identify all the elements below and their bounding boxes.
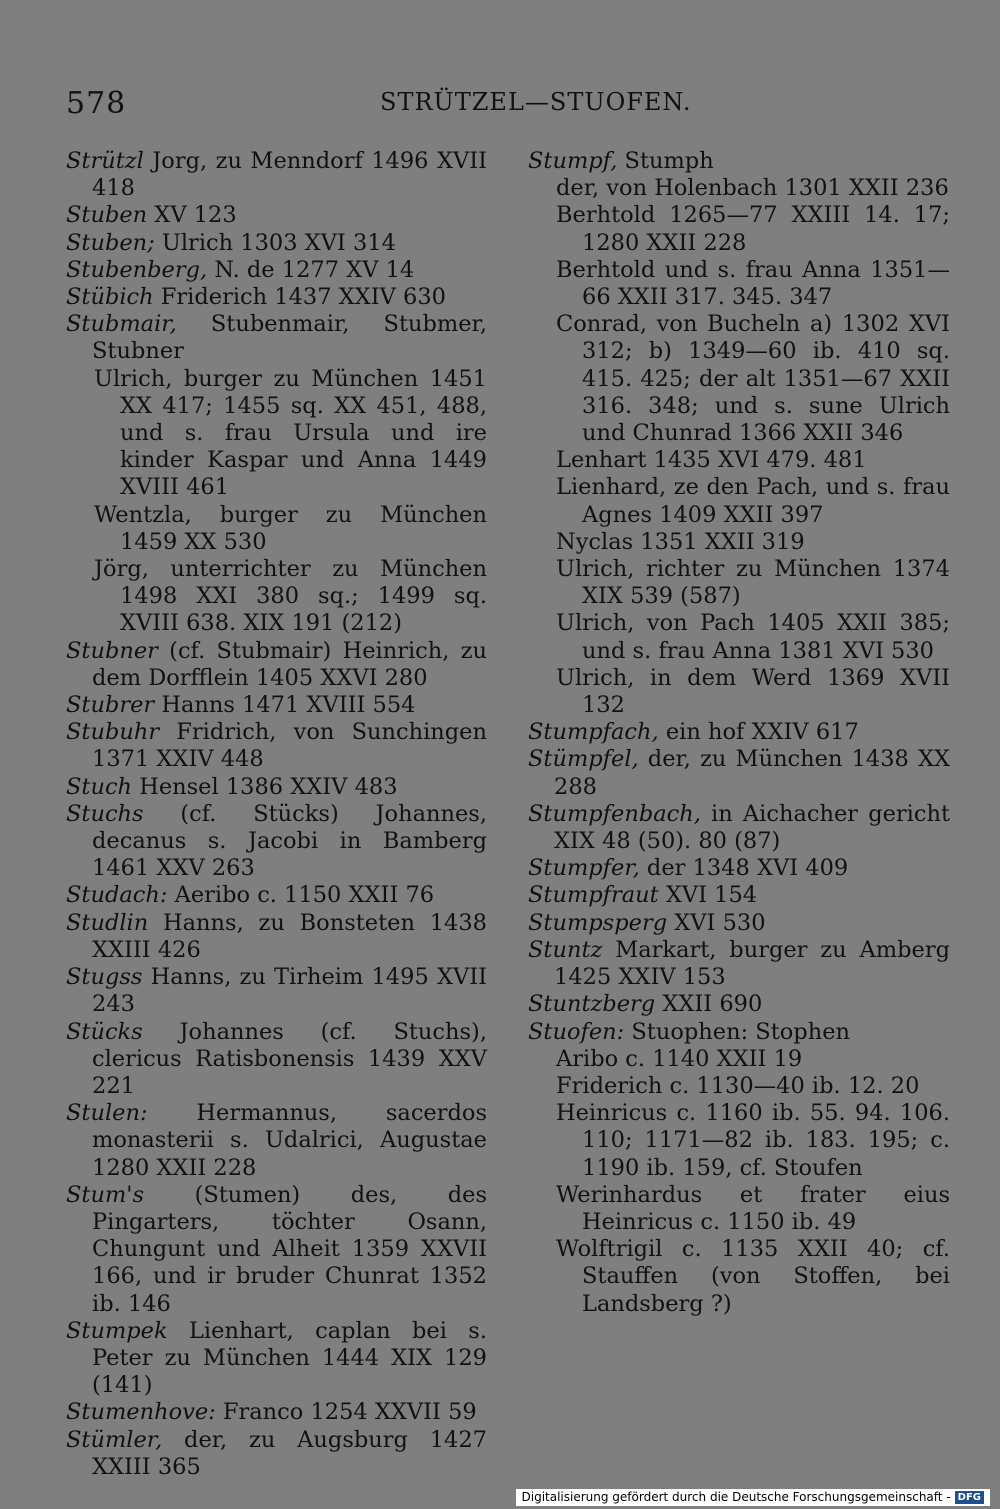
entry-text: XXII 690 <box>655 991 763 1018</box>
index-subentry <box>528 556 950 610</box>
index-column-right <box>528 148 950 1318</box>
entry-text: XV 123 <box>147 202 237 229</box>
index-entry <box>66 284 487 311</box>
entry-headword: Stuben; <box>66 229 155 256</box>
entry-headword: Stubenberg, <box>66 256 208 283</box>
entry-text: XVI 154 <box>658 882 758 909</box>
entry-headword: Stuchs <box>66 800 144 827</box>
index-entry <box>66 719 487 773</box>
entry-headword: Stumpfraut <box>528 882 659 909</box>
entry-headword: Stuofen: <box>528 1018 625 1045</box>
entry-text: Lienhart, caplan bei s. Peter zu München 1444 XIX 129 (141) <box>92 1317 487 1399</box>
index-entry <box>66 1100 487 1182</box>
entry-text: Hensel 1386 XXIV 483 <box>132 773 398 800</box>
entry-text: Ulrich 1303 XVI 314 <box>154 229 396 256</box>
index-subentry <box>528 1073 950 1100</box>
index-entry <box>66 202 487 229</box>
index-entry <box>528 882 950 909</box>
subentry-text: Ulrich, burger zu München 1451 XX 417; 1455 sq. XX 451, 488, und s. frau Ursula und ire kinder Kaspar und Anna 1449 XVIII 461 <box>94 365 487 501</box>
index-entry <box>66 148 487 202</box>
digitization-credit <box>516 1489 991 1506</box>
index-entry <box>528 148 950 175</box>
dfg-logo: DFG <box>955 1491 984 1504</box>
subentry-text: Aribo c. 1140 XXII 19 <box>556 1045 803 1072</box>
entry-text: N. de 1277 XV 14 <box>207 256 415 283</box>
index-subentry <box>528 529 950 556</box>
entry-headword: Stuch <box>66 773 133 800</box>
index-subentry <box>528 474 950 528</box>
index-subentry <box>66 556 487 638</box>
entry-headword: Stubmair, <box>66 311 177 338</box>
index-entry <box>66 1318 487 1400</box>
entry-text: der 1348 XVI 409 <box>639 855 849 882</box>
index-subentry <box>528 1182 950 1236</box>
index-entry <box>66 1019 487 1101</box>
entry-headword: Stuntzberg <box>528 991 656 1018</box>
entry-text: Stubenmair, Stubmer, Stubner <box>92 311 487 365</box>
entry-headword: Stümler, <box>66 1426 163 1453</box>
entry-text: Hanns 1471 XVIII 554 <box>154 692 416 719</box>
subentry-text: Lenhart 1435 XVI 479. 481 <box>556 447 867 474</box>
entry-headword: Stuben <box>66 202 148 229</box>
page-number: 578 <box>66 86 127 121</box>
index-entry <box>66 230 487 257</box>
index-entry <box>66 910 487 964</box>
index-entry <box>528 1019 950 1046</box>
index-entry <box>66 964 487 1018</box>
entry-text: in Aichacher gericht XIX 48 (50). 80 (87) <box>554 800 950 855</box>
index-entry <box>528 937 950 991</box>
entry-text: (cf. Stücks) Johannes, decanus s. Jacobi in Bamberg 1461 XXV 263 <box>92 800 487 882</box>
entry-text: Jorg, zu Menndorf 1496 XVII 418 <box>92 148 487 202</box>
entry-headword: Studlin <box>66 909 149 936</box>
running-head: STRÜTZEL—STUOFEN. <box>380 88 692 116</box>
entry-text: Hermannus, sacerdos monasterii s. Udalrici, Augustae 1280 XXII 228 <box>92 1100 487 1181</box>
subentry-text: Nyclas 1351 XXII 319 <box>556 528 805 555</box>
index-column-left <box>66 148 487 1481</box>
subentry-text: der, von Holenbach 1301 XXII 236 <box>556 175 949 202</box>
index-entry <box>66 774 487 801</box>
subentry-text: Ulrich, richter zu München 1374 XIX 539 (587) <box>556 556 950 610</box>
index-subentry <box>528 1046 950 1073</box>
entry-headword: Stumpek <box>66 1317 168 1344</box>
index-subentry <box>528 1236 950 1318</box>
subentry-text: Friderich c. 1130—40 ib. 12. 20 <box>556 1072 920 1099</box>
index-entry <box>528 746 950 800</box>
subentry-text: Jörg, unterrichter zu München 1498 XXI 380 sq.; 1499 sq. XVIII 638. XIX 191 (212) <box>94 556 487 637</box>
entry-text: Friderich 1437 XXIV 630 <box>153 284 446 311</box>
entry-text: ein hof XXIV 617 <box>658 719 859 746</box>
entry-headword: Stumpfenbach, <box>528 800 701 827</box>
entry-headword: Stümpfel, <box>528 746 639 773</box>
entry-text: XVI 530 <box>667 909 766 936</box>
entry-text: der, zu München 1438 XX 288 <box>554 746 950 800</box>
entry-text: Aeribo c. 1150 XXII 76 <box>167 882 435 909</box>
index-entry <box>66 257 487 284</box>
entry-headword: Stulen: <box>66 1100 148 1127</box>
index-subentry <box>528 311 950 447</box>
subentry-text: Berhtold 1265—77 XXIII 14. 17; 1280 XXII 228 <box>556 202 950 256</box>
subentry-text: Conrad, von Bucheln a) 1302 XVI 312; b) 1349—60 ib. 410 sq. 415. 425; der alt 1351—67 XXII 316. 348; und s. sune Ulrich und Chunrad 1366 XXII 346 <box>556 311 950 447</box>
entry-headword: Stübich <box>66 284 154 311</box>
entry-headword: Stugss <box>66 964 143 991</box>
entry-headword: Strützl <box>66 148 144 174</box>
entry-text: Hanns, zu Tirheim 1495 XVII 243 <box>92 964 487 1018</box>
entry-headword: Stumpsperg <box>528 909 668 936</box>
entry-text: Fridrich, von Sunchingen 1371 XXIV 448 <box>92 719 487 773</box>
entry-text: Hanns, zu Bonsteten 1438 XXIII 426 <box>92 909 487 963</box>
entry-headword: Stumpfach, <box>528 719 659 746</box>
subentry-text: Wolftrigil c. 1135 XXII 40; cf. Stauffen (von Stoffen, bei Landsberg ?) <box>556 1236 950 1317</box>
subentry-text: Heinricus c. 1160 ib. 55. 94. 106. 110; 1171—82 ib. 183. 195; c. 1190 ib. 159, cf. Stoufen <box>556 1100 950 1181</box>
entry-text: Johannes (cf. Stuchs), clericus Ratisbonensis 1439 XXV 221 <box>92 1018 487 1099</box>
subentry-text: Werinhardus et frater eius Heinricus c. 1150 ib. 49 <box>556 1181 950 1235</box>
index-entry <box>66 638 487 692</box>
subentry-text: Berhtold und s. frau Anna 1351—66 XXII 317. 345. 347 <box>556 256 950 311</box>
entry-headword: Stumenhove: <box>66 1399 216 1426</box>
entry-headword: Stubrer <box>66 692 155 719</box>
index-subentry <box>528 257 950 311</box>
index-entry <box>528 991 950 1018</box>
index-entry <box>528 801 950 855</box>
index-entry <box>66 882 487 909</box>
entry-text: Stumph <box>617 148 714 174</box>
subentry-text: Ulrich, in dem Werd 1369 XVII 132 <box>556 664 950 719</box>
index-entry <box>66 1182 487 1318</box>
entry-headword: Stum's <box>66 1181 145 1208</box>
entry-text: Stuophen: Stophen <box>624 1018 850 1045</box>
subentry-text: Ulrich, von Pach 1405 XXII 385; und s. frau Anna 1381 XVI 530 <box>556 610 950 664</box>
index-subentry <box>528 175 950 202</box>
index-subentry <box>66 502 487 556</box>
index-subentry <box>528 610 950 664</box>
index-entry <box>66 801 487 883</box>
index-entry <box>528 910 950 937</box>
entry-text: Markart, burger zu Amberg 1425 XXIV 153 <box>554 936 950 991</box>
entry-text: (Stumen) des, des Pingarters, töchter Osann, Chungunt und Alheit 1359 XXVII 166, und ir bruder Chunrat 1352 ib. 146 <box>92 1181 487 1317</box>
entry-headword: Stücks <box>66 1018 143 1045</box>
entry-headword: Stubner <box>66 637 158 664</box>
index-entry <box>528 855 950 882</box>
entry-headword: Stubuhr <box>66 719 160 746</box>
entry-headword: Stumpf, <box>528 148 618 174</box>
entry-text: (cf. Stubmair) Heinrich, zu dem Dorfflein 1405 XXVI 280 <box>92 637 487 691</box>
index-subentry <box>66 366 487 502</box>
entry-text: Franco 1254 XXVII 59 <box>215 1399 477 1426</box>
entry-text: der, zu Augsburg 1427 XXIII 365 <box>92 1426 487 1480</box>
index-subentry <box>528 1100 950 1182</box>
entry-headword: Studach: <box>66 882 168 909</box>
index-subentry <box>528 202 950 256</box>
entry-headword: Stuntz <box>528 936 603 963</box>
index-entry <box>66 1427 487 1481</box>
index-entry <box>66 311 487 365</box>
entry-headword: Stumpfer, <box>528 855 640 882</box>
subentry-text: Lienhard, ze den Pach, und s. frau Agnes 1409 XXII 397 <box>556 474 950 528</box>
subentry-text: Wentzla, burger zu München 1459 XX 530 <box>94 501 487 555</box>
index-entry <box>66 1399 487 1426</box>
index-subentry <box>528 665 950 719</box>
index-entry <box>528 719 950 746</box>
index-subentry <box>528 447 950 474</box>
credit-text: Digitalisierung gefördert durch die Deutsche Forschungsgemeinschaft - <box>521 1490 951 1504</box>
index-entry <box>66 692 487 719</box>
